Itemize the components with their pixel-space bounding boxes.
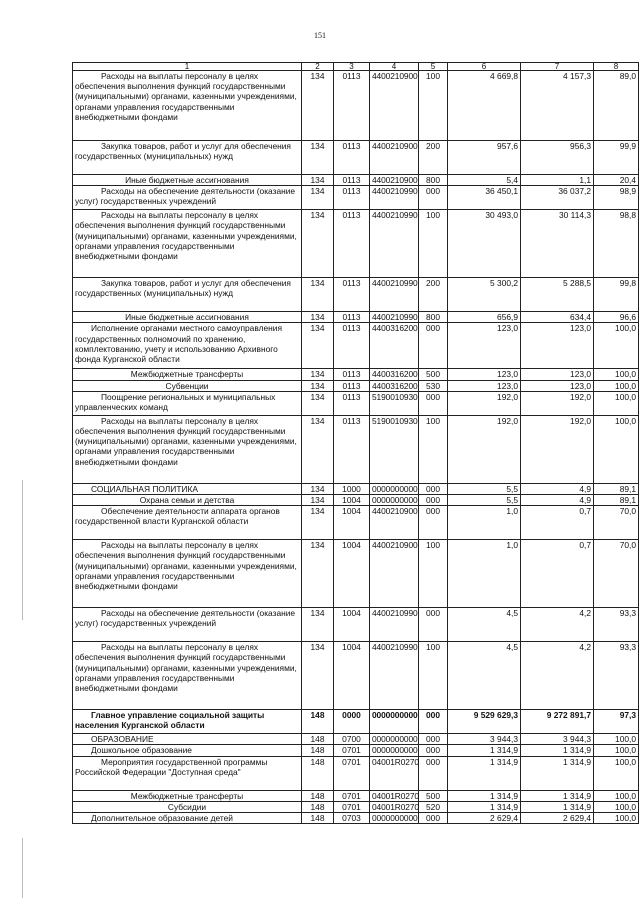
target-article-cell: 4400210990 [370, 312, 419, 323]
execution-percent-cell: 93,3 [594, 642, 639, 710]
scan-margin-line [22, 480, 23, 620]
chapter-code-cell: 134 [302, 540, 334, 608]
execution-percent-cell: 89,1 [594, 483, 639, 494]
section-code-cell: 0113 [334, 141, 370, 175]
executed-amount-cell: 1 314,9 [521, 745, 594, 756]
target-article-cell: 4400210990 [370, 186, 419, 210]
expense-type-cell: 800 [419, 312, 448, 323]
executed-amount-cell: 4,9 [521, 495, 594, 506]
planned-amount-cell: 123,0 [448, 323, 521, 369]
chapter-code-cell: 134 [302, 175, 334, 186]
execution-percent-cell: 100,0 [594, 813, 639, 824]
chapter-code-cell: 134 [302, 369, 334, 380]
section-code-cell: 0113 [334, 186, 370, 210]
planned-amount-cell: 3 944,3 [448, 734, 521, 745]
chapter-code-cell: 148 [302, 710, 334, 734]
section-code-cell: 0113 [334, 210, 370, 278]
chapter-code-cell: 148 [302, 790, 334, 801]
execution-percent-cell: 100,0 [594, 756, 639, 790]
table-row [73, 642, 639, 710]
row-name-cell: Поощрение региональных и муниципальных управленческих команд [73, 391, 302, 415]
target-article-cell: 04001R0270 [370, 756, 419, 790]
column-header: 2 [302, 63, 334, 71]
executed-amount-cell: 3 944,3 [521, 734, 594, 745]
executed-amount-cell: 9 272 891,7 [521, 710, 594, 734]
execution-percent-cell: 89,1 [594, 495, 639, 506]
target-article-cell: 4400210990 [370, 642, 419, 710]
budget-table [72, 62, 639, 824]
section-code-cell: 1004 [334, 608, 370, 642]
chapter-code-cell: 134 [302, 415, 334, 483]
expense-type-cell: 000 [419, 323, 448, 369]
planned-amount-cell: 123,0 [448, 380, 521, 391]
section-code-cell: 0113 [334, 369, 370, 380]
column-header: 3 [334, 63, 370, 71]
row-name-cell: Расходы на выплаты персоналу в целях обеспечения выполнения функций государственными (муниципальными) органами, казенными учреждениями, органами управления государственными внебюджетными фондами [73, 71, 302, 141]
table-body [73, 71, 639, 824]
row-name-cell: Расходы на выплаты персоналу в целях обеспечения выполнения функций государственными (муниципальными) органами, казенными учреждениями, органами управления государственными внебюджетными фондами [73, 210, 302, 278]
target-article-cell: 4400210900 [370, 175, 419, 186]
expense-type-cell: 530 [419, 380, 448, 391]
row-name-cell: Расходы на выплаты персоналу в целях обеспечения выполнения функций государственными (муниципальными) органами, казенными учреждениями, органами управления государственными внебюджетными фондами [73, 540, 302, 608]
executed-amount-cell: 0,7 [521, 540, 594, 608]
expense-type-cell: 100 [419, 540, 448, 608]
execution-percent-cell: 89,0 [594, 71, 639, 141]
row-name-cell: Дополнительное образование детей [73, 813, 302, 824]
table-row [73, 71, 639, 141]
executed-amount-cell: 4 157,3 [521, 71, 594, 141]
row-name-cell: Закупка товаров, работ и услуг для обеспечения государственных (муниципальных) нужд [73, 141, 302, 175]
row-name-cell: Расходы на обеспечение деятельности (оказание услуг) государственных учреждений [73, 186, 302, 210]
chapter-code-cell: 148 [302, 745, 334, 756]
chapter-code-cell: 134 [302, 278, 334, 312]
table-row [73, 369, 639, 380]
section-code-cell: 0113 [334, 323, 370, 369]
planned-amount-cell: 4,5 [448, 608, 521, 642]
row-name-cell: Закупка товаров, работ и услуг для обеспечения государственных (муниципальных) нужд [73, 278, 302, 312]
target-article-cell: 4400316200 [370, 323, 419, 369]
chapter-code-cell: 148 [302, 801, 334, 812]
row-name-cell: Субсидии [73, 801, 302, 812]
row-name-cell: Дошкольное образование [73, 745, 302, 756]
planned-amount-cell: 4 669,8 [448, 71, 521, 141]
chapter-code-cell: 134 [302, 608, 334, 642]
executed-amount-cell: 1 314,9 [521, 790, 594, 801]
column-header: 4 [370, 63, 419, 71]
planned-amount-cell: 5 300,2 [448, 278, 521, 312]
execution-percent-cell: 97,3 [594, 710, 639, 734]
expense-type-cell: 000 [419, 391, 448, 415]
row-name-cell: Межбюджетные трансферты [73, 369, 302, 380]
expense-type-cell: 100 [419, 642, 448, 710]
planned-amount-cell: 36 450,1 [448, 186, 521, 210]
section-code-cell: 0113 [334, 380, 370, 391]
target-article-cell: 5190010930 [370, 415, 419, 483]
section-code-cell: 1004 [334, 506, 370, 540]
target-article-cell: 0000000000 [370, 734, 419, 745]
execution-percent-cell: 70,0 [594, 506, 639, 540]
target-article-cell: 4400210900 [370, 141, 419, 175]
row-name-cell: Расходы на выплаты персоналу в целях обеспечения выполнения функций государственными (муниципальными) органами, казенными учреждениями, органами управления государственными внебюджетными фондами [73, 415, 302, 483]
section-code-cell: 1004 [334, 495, 370, 506]
target-article-cell: 4400210900 [370, 71, 419, 141]
table-row [73, 756, 639, 790]
planned-amount-cell: 123,0 [448, 369, 521, 380]
target-article-cell: 0000000000 [370, 745, 419, 756]
chapter-code-cell: 148 [302, 734, 334, 745]
table-row [73, 790, 639, 801]
chapter-code-cell: 134 [302, 380, 334, 391]
chapter-code-cell: 134 [302, 483, 334, 494]
expense-type-cell: 000 [419, 608, 448, 642]
chapter-code-cell: 148 [302, 813, 334, 824]
execution-percent-cell: 99,8 [594, 278, 639, 312]
execution-percent-cell: 100,0 [594, 745, 639, 756]
section-code-cell: 0113 [334, 391, 370, 415]
execution-percent-cell: 70,0 [594, 540, 639, 608]
expense-type-cell: 500 [419, 369, 448, 380]
column-header: 1 [73, 63, 302, 71]
target-article-cell: 5190010930 [370, 391, 419, 415]
row-name-cell: Иные бюджетные ассигнования [73, 175, 302, 186]
table-row [73, 734, 639, 745]
executed-amount-cell: 4,9 [521, 483, 594, 494]
planned-amount-cell: 1 314,9 [448, 790, 521, 801]
target-article-cell: 4400210900 [370, 506, 419, 540]
chapter-code-cell: 134 [302, 312, 334, 323]
section-code-cell: 0701 [334, 745, 370, 756]
planned-amount-cell: 5,4 [448, 175, 521, 186]
chapter-code-cell: 134 [302, 186, 334, 210]
execution-percent-cell: 100,0 [594, 391, 639, 415]
section-code-cell: 0700 [334, 734, 370, 745]
expense-type-cell: 520 [419, 801, 448, 812]
table-row [73, 710, 639, 734]
planned-amount-cell: 1 314,9 [448, 801, 521, 812]
expense-type-cell: 000 [419, 506, 448, 540]
row-name-cell: Межбюджетные трансферты [73, 790, 302, 801]
executed-amount-cell: 0,7 [521, 506, 594, 540]
row-name-cell: Мероприятия государственной программы Российской Федерации "Доступная среда" [73, 756, 302, 790]
section-code-cell: 0113 [334, 278, 370, 312]
expense-type-cell: 000 [419, 495, 448, 506]
executed-amount-cell: 123,0 [521, 369, 594, 380]
execution-percent-cell: 96,6 [594, 312, 639, 323]
table-row [73, 483, 639, 494]
section-code-cell: 0000 [334, 710, 370, 734]
expense-type-cell: 500 [419, 790, 448, 801]
row-name-cell: Обеспечение деятельности аппарата органов государственной власти Курганской области [73, 506, 302, 540]
section-code-cell: 0113 [334, 175, 370, 186]
table-row [73, 391, 639, 415]
column-header: 5 [419, 63, 448, 71]
planned-amount-cell: 192,0 [448, 391, 521, 415]
target-article-cell: 0000000000 [370, 483, 419, 494]
target-article-cell: 4400210900 [370, 540, 419, 608]
execution-percent-cell: 100,0 [594, 323, 639, 369]
expense-type-cell: 000 [419, 756, 448, 790]
table-row [73, 540, 639, 608]
expense-type-cell: 100 [419, 71, 448, 141]
executed-amount-cell: 36 037,2 [521, 186, 594, 210]
section-code-cell: 1004 [334, 642, 370, 710]
row-name-cell: Главное управление социальной защиты населения Курганской области [73, 710, 302, 734]
column-header: 6 [448, 63, 521, 71]
executed-amount-cell: 1,1 [521, 175, 594, 186]
table-row [73, 608, 639, 642]
section-code-cell: 0701 [334, 801, 370, 812]
executed-amount-cell: 1 314,9 [521, 801, 594, 812]
chapter-code-cell: 134 [302, 506, 334, 540]
expense-type-cell: 000 [419, 186, 448, 210]
expense-type-cell: 000 [419, 813, 448, 824]
planned-amount-cell: 1,0 [448, 506, 521, 540]
expense-type-cell: 000 [419, 734, 448, 745]
table-row [73, 141, 639, 175]
chapter-code-cell: 134 [302, 642, 334, 710]
expense-type-cell: 100 [419, 210, 448, 278]
chapter-code-cell: 134 [302, 391, 334, 415]
execution-percent-cell: 93,3 [594, 608, 639, 642]
planned-amount-cell: 4,5 [448, 642, 521, 710]
chapter-code-cell: 134 [302, 210, 334, 278]
row-name-cell: Охрана семьи и детства [73, 495, 302, 506]
target-article-cell: 0000000000 [370, 710, 419, 734]
page-number: 151 [314, 31, 326, 40]
table-row [73, 312, 639, 323]
executed-amount-cell: 1 314,9 [521, 756, 594, 790]
chapter-code-cell: 134 [302, 141, 334, 175]
planned-amount-cell: 656,9 [448, 312, 521, 323]
target-article-cell: 4400316200 [370, 369, 419, 380]
table-row [73, 506, 639, 540]
section-code-cell: 0113 [334, 312, 370, 323]
table-header-row [73, 63, 639, 71]
executed-amount-cell: 4,2 [521, 608, 594, 642]
executed-amount-cell: 2 629,4 [521, 813, 594, 824]
row-name-cell: СОЦИАЛЬНАЯ ПОЛИТИКА [73, 483, 302, 494]
table-row [73, 175, 639, 186]
table-row [73, 210, 639, 278]
executed-amount-cell: 123,0 [521, 380, 594, 391]
table-row [73, 801, 639, 812]
target-article-cell: 0000000000 [370, 813, 419, 824]
table-row [73, 186, 639, 210]
section-code-cell: 0113 [334, 71, 370, 141]
section-code-cell: 1004 [334, 540, 370, 608]
row-name-cell: Субвенции [73, 380, 302, 391]
planned-amount-cell: 2 629,4 [448, 813, 521, 824]
target-article-cell: 04001R0270 [370, 801, 419, 812]
expense-type-cell: 000 [419, 745, 448, 756]
execution-percent-cell: 100,0 [594, 734, 639, 745]
table-row [73, 278, 639, 312]
table-row [73, 813, 639, 824]
execution-percent-cell: 100,0 [594, 801, 639, 812]
expense-type-cell: 200 [419, 141, 448, 175]
planned-amount-cell: 1 314,9 [448, 745, 521, 756]
executed-amount-cell: 634,4 [521, 312, 594, 323]
planned-amount-cell: 192,0 [448, 415, 521, 483]
executed-amount-cell: 956,3 [521, 141, 594, 175]
row-name-cell: Расходы на выплаты персоналу в целях обеспечения выполнения функций государственными (муниципальными) органами, казенными учреждениями, органами управления государственными внебюджетными фондами [73, 642, 302, 710]
target-article-cell: 0000000000 [370, 495, 419, 506]
column-header: 8 [594, 63, 639, 71]
execution-percent-cell: 98,8 [594, 210, 639, 278]
expense-type-cell: 000 [419, 483, 448, 494]
expense-type-cell: 100 [419, 415, 448, 483]
table-row [73, 323, 639, 369]
target-article-cell: 4400210990 [370, 278, 419, 312]
row-name-cell: Расходы на обеспечение деятельности (оказание услуг) государственных учреждений [73, 608, 302, 642]
execution-percent-cell: 99,9 [594, 141, 639, 175]
target-article-cell: 4400210990 [370, 210, 419, 278]
executed-amount-cell: 5 288,5 [521, 278, 594, 312]
table-row [73, 495, 639, 506]
expense-type-cell: 200 [419, 278, 448, 312]
row-name-cell: Исполнение органами местного самоуправления государственных полномочий по хранению, комплектованию, учету и использованию Архивного фонда Курганской области [73, 323, 302, 369]
section-code-cell: 0113 [334, 415, 370, 483]
execution-percent-cell: 100,0 [594, 790, 639, 801]
planned-amount-cell: 5,5 [448, 495, 521, 506]
chapter-code-cell: 134 [302, 71, 334, 141]
table-row [73, 745, 639, 756]
executed-amount-cell: 4,2 [521, 642, 594, 710]
row-name-cell: Иные бюджетные ассигнования [73, 312, 302, 323]
expense-type-cell: 000 [419, 710, 448, 734]
executed-amount-cell: 192,0 [521, 415, 594, 483]
execution-percent-cell: 100,0 [594, 415, 639, 483]
column-header: 7 [521, 63, 594, 71]
planned-amount-cell: 30 493,0 [448, 210, 521, 278]
chapter-code-cell: 148 [302, 756, 334, 790]
target-article-cell: 4400316200 [370, 380, 419, 391]
execution-percent-cell: 100,0 [594, 380, 639, 391]
execution-percent-cell: 98,9 [594, 186, 639, 210]
planned-amount-cell: 1,0 [448, 540, 521, 608]
executed-amount-cell: 30 114,3 [521, 210, 594, 278]
table-row [73, 380, 639, 391]
planned-amount-cell: 9 529 629,3 [448, 710, 521, 734]
planned-amount-cell: 957,6 [448, 141, 521, 175]
execution-percent-cell: 100,0 [594, 369, 639, 380]
table-row [73, 415, 639, 483]
planned-amount-cell: 1 314,9 [448, 756, 521, 790]
section-code-cell: 1000 [334, 483, 370, 494]
executed-amount-cell: 123,0 [521, 323, 594, 369]
row-name-cell: ОБРАЗОВАНИЕ [73, 734, 302, 745]
planned-amount-cell: 5,5 [448, 483, 521, 494]
section-code-cell: 0703 [334, 813, 370, 824]
chapter-code-cell: 134 [302, 323, 334, 369]
section-code-cell: 0701 [334, 790, 370, 801]
executed-amount-cell: 192,0 [521, 391, 594, 415]
chapter-code-cell: 134 [302, 495, 334, 506]
target-article-cell: 04001R0270 [370, 790, 419, 801]
section-code-cell: 0701 [334, 756, 370, 790]
scan-margin-line [22, 838, 23, 898]
execution-percent-cell: 20,4 [594, 175, 639, 186]
target-article-cell: 4400210990 [370, 608, 419, 642]
expense-type-cell: 800 [419, 175, 448, 186]
